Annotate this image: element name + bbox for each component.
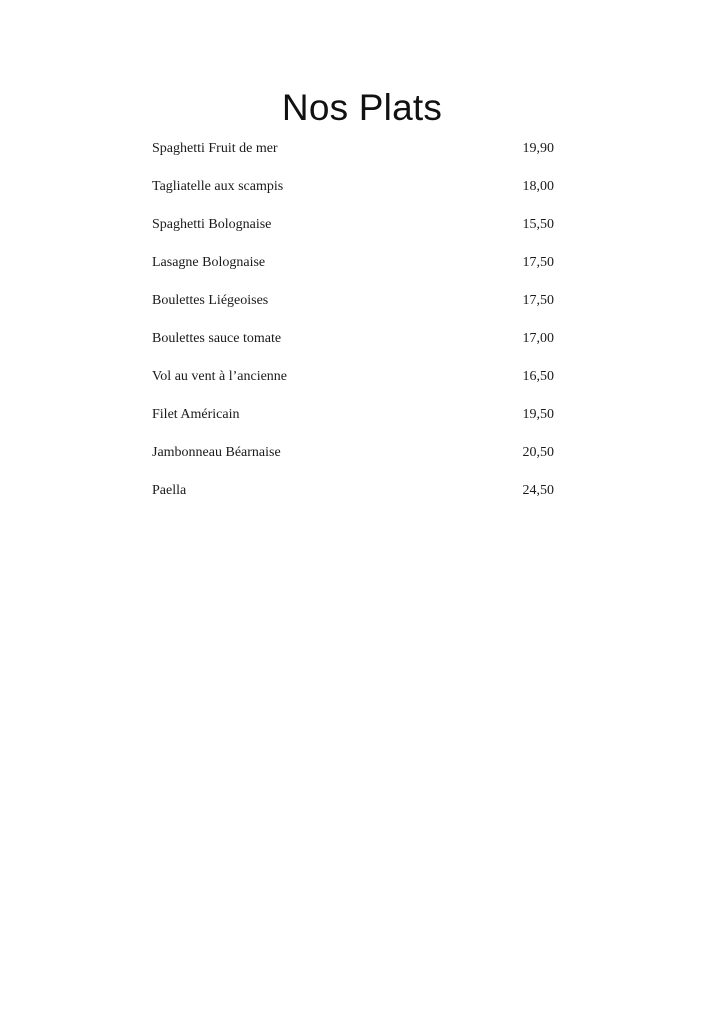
list-item [152,405,556,443]
page-title: Nos Plats [281,87,443,128]
dish-price: 19,90 [522,141,554,156]
dish-name: Tagliatelle aux scampis [152,179,284,194]
list-item [152,329,556,367]
dish-price: 16,50 [522,369,554,384]
dish-name: Lasagne Bolognaise [152,255,266,270]
dish-name: Paella [152,483,187,498]
list-item [152,177,556,215]
list-item [152,443,556,481]
dish-price: 19,50 [522,407,554,422]
dish-name: Spaghetti Bolognaise [152,217,272,232]
dish-price: 17,50 [522,255,554,270]
dish-price: 24,50 [522,483,554,498]
dish-name: Boulettes Liégeoises [152,293,269,308]
dish-list [152,139,556,519]
list-item [152,481,556,519]
dish-name: Boulettes sauce tomate [152,331,282,346]
dish-price: 20,50 [522,445,554,460]
list-item [152,215,556,253]
dish-name: Vol au vent à l’ancienne [152,369,288,384]
dish-price: 17,00 [522,331,554,346]
list-item [152,367,556,405]
dish-price: 18,00 [522,179,554,194]
list-item [152,139,556,177]
dish-name: Filet Américain [152,407,240,422]
list-item [152,253,556,291]
dish-name: Spaghetti Fruit de mer [152,141,278,156]
list-item [152,291,556,329]
dish-price: 15,50 [522,217,554,232]
dish-price: 17,50 [522,293,554,308]
dish-name: Jambonneau Béarnaise [152,445,281,460]
